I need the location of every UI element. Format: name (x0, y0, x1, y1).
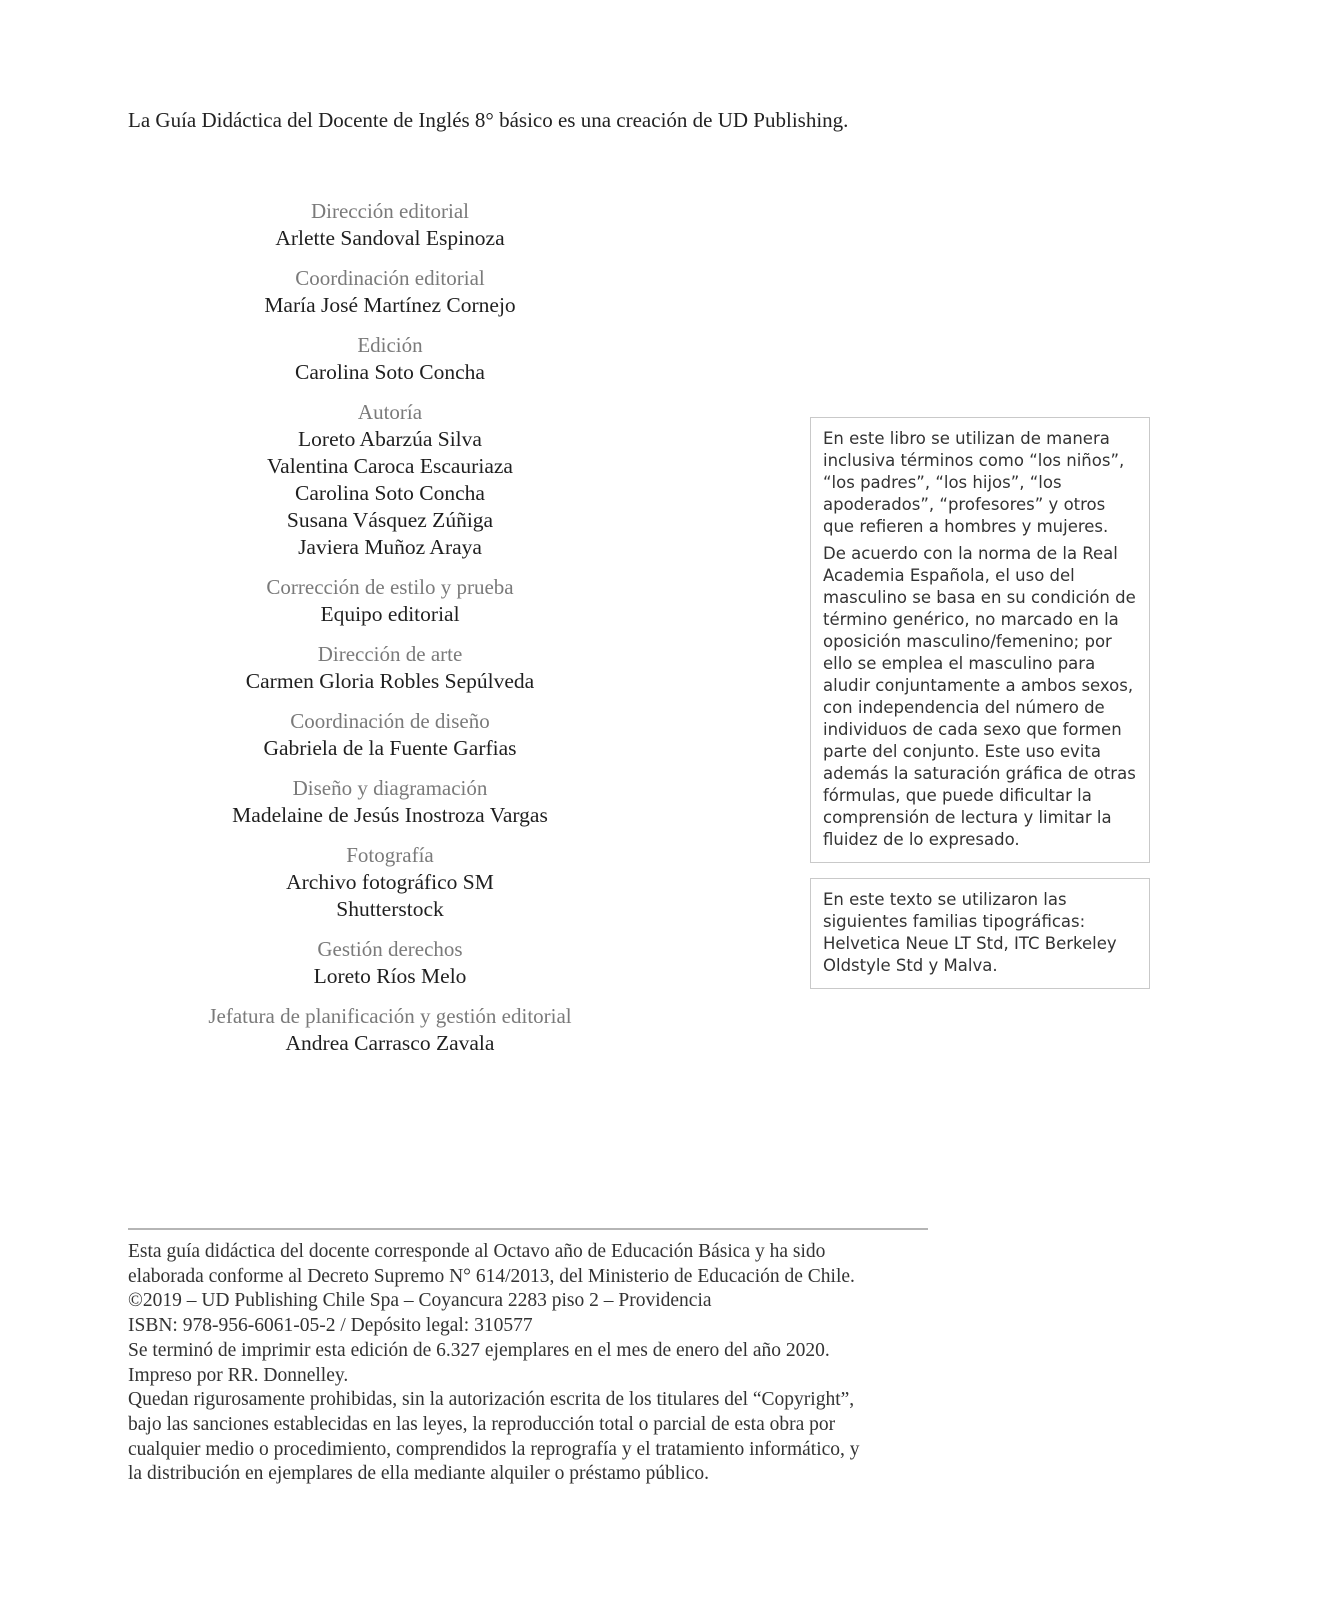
legal-line: la distribución en ejemplares de ella mediante alquiler o préstamo público. (128, 1463, 710, 1485)
credit-name: Arlette Sandoval Espinoza (275, 226, 505, 250)
credit-group (140, 708, 640, 762)
credit-role: Coordinación editorial (295, 266, 485, 290)
language-notice-paragraph: En este libro se utilizan de manera inclusiva términos como “los niños”, “los padres”, “los hijos”, “los apoderados”, “profesores” y otros que refieren a hombres y mujeres. (823, 429, 1125, 536)
legal-line: bajo las sanciones establecidas en las leyes, la reproducción total o parcial de esta obra por (128, 1413, 836, 1435)
credit-name: Carmen Gloria Robles Sepúlveda (245, 669, 535, 693)
legal-line: Se terminó de imprimir esta edición de 6.327 ejemplares en el mes de enero del año 2020. (128, 1339, 830, 1361)
legal-text (128, 1240, 948, 1487)
credit-name: Loreto Ríos Melo (313, 964, 467, 988)
language-notice-box (810, 417, 1150, 863)
language-notice-paragraph: De acuerdo con la norma de la Real Academia Española, el uso del masculino se basa en su condición de término genérico, no marcado en la oposición masculino/femenino; por ello se emplea el masculino para aludir conjuntamente a ambos sexos, con independencia del número de individuos de cada sexo que formen parte del conjunto. Este uso evita además la saturación gráfica de otras fórmulas, que puede dificultar la comprensión de lectura y limitar la fluidez de lo expresado. (823, 544, 1136, 849)
credit-name: Carolina Soto Concha (295, 481, 485, 505)
legal-divider (128, 1228, 928, 1230)
credit-name: Archivo fotográfico SM (286, 870, 494, 894)
credit-group (140, 641, 640, 695)
credit-group (140, 198, 640, 252)
credit-name: Javiera Muñoz Araya (298, 535, 482, 559)
credit-name: Gabriela de la Fuente Garfias (263, 736, 517, 760)
credits-list (140, 198, 640, 1070)
credit-name: Carolina Soto Concha (295, 360, 485, 384)
legal-line: ISBN: 978-956-6061-05-2 / Depósito legal: 310577 (128, 1315, 533, 1337)
credit-group (140, 332, 640, 386)
credit-role: Fotografía (346, 843, 434, 867)
credit-name: Shutterstock (336, 897, 444, 921)
legal-line: ©2019 – UD Publishing Chile Spa – Coyancura 2283 piso 2 – Providencia (128, 1290, 712, 1312)
legal-line: Impreso por RR. Donnelley. (128, 1364, 349, 1386)
credit-name: Valentina Caroca Escauriaza (267, 454, 513, 478)
legal-line: cualquier medio o procedimiento, comprendidos la reprografía y el tratamiento informático, y (128, 1438, 860, 1460)
legal-line: elaborada conforme al Decreto Supremo N° 614/2013, del Ministerio de Educación de Chile. (128, 1265, 855, 1287)
credit-role: Dirección editorial (310, 199, 469, 223)
credit-name: Madelaine de Jesús Inostroza Vargas (232, 803, 548, 827)
credit-name: Andrea Carrasco Zavala (285, 1031, 495, 1055)
typography-notice-text: En este texto se utilizaron las siguientes familias tipográficas: Helvetica Neue LT Std, ITC Berkeley Oldstyle Std y Malva. (823, 890, 1117, 975)
credit-name: Loreto Abarzúa Silva (298, 427, 482, 451)
legal-line: Esta guía didáctica del docente corresponde al Octavo año de Educación Básica y ha sido (128, 1241, 826, 1262)
credit-group (140, 775, 640, 829)
legal-line: Quedan rigurosamente prohibidas, sin la autorización escrita de los titulares del “Copyright”, (128, 1389, 855, 1411)
credit-group (140, 936, 640, 990)
credit-group (140, 842, 640, 923)
credit-name: Equipo editorial (320, 602, 460, 626)
credit-role: Corrección de estilo y prueba (266, 575, 514, 599)
credit-name: María José Martínez Cornejo (264, 293, 516, 317)
intro-text: La Guía Didáctica del Docente de Inglés 8° básico es una creación de UD Publishing. (128, 108, 849, 132)
credit-group (140, 265, 640, 319)
typography-notice-box (810, 878, 1150, 989)
credit-role: Dirección de arte (317, 642, 463, 666)
credit-role: Jefatura de planificación y gestión editorial (208, 1004, 572, 1028)
credit-group (140, 399, 640, 561)
credit-role: Gestión derechos (317, 937, 463, 961)
credit-group (140, 574, 640, 628)
credit-name: Susana Vásquez Zúñiga (286, 508, 494, 532)
credit-role: Coordinación de diseño (290, 709, 490, 733)
credit-role: Edición (357, 333, 423, 357)
credit-role: Diseño y diagramación (292, 776, 488, 800)
credit-group (140, 1003, 640, 1057)
credit-role: Autoría (357, 400, 423, 424)
